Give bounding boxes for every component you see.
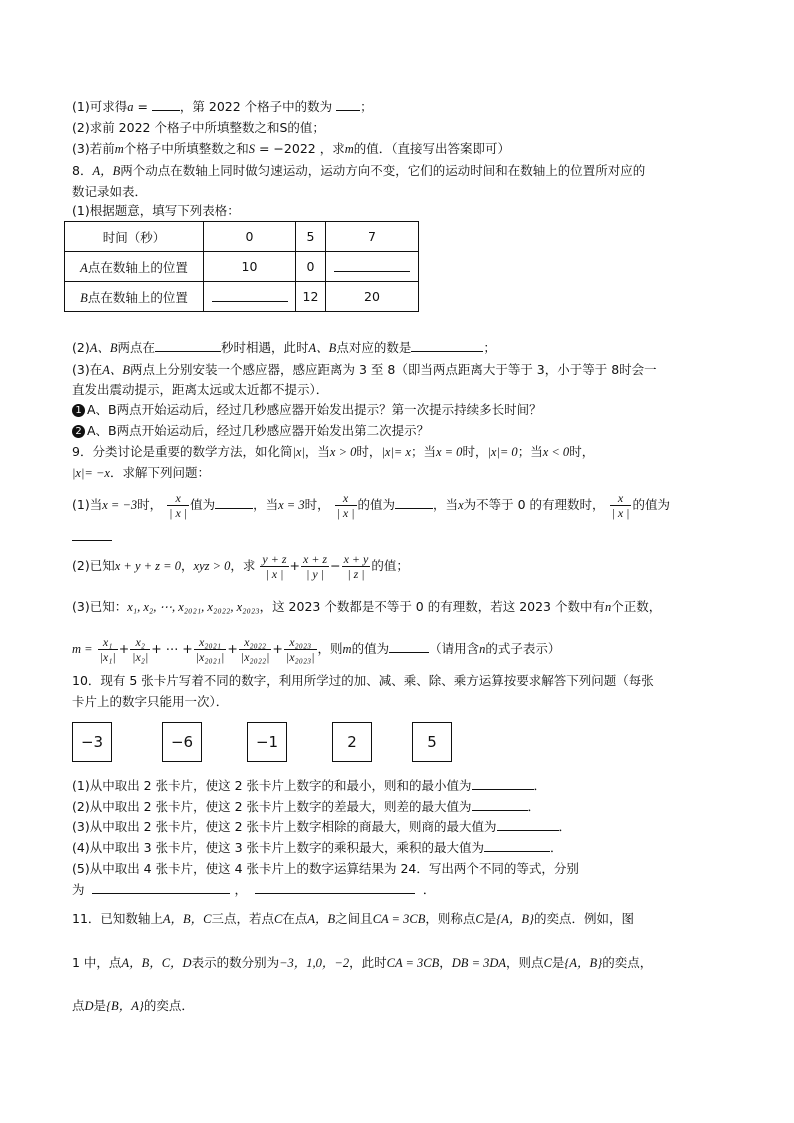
fraction: $\frac{\text{x₂₀₂₂}}{\text{|x₂₀₂₂|}}$ bbox=[240, 635, 270, 664]
fraction: $\frac{x}{| x |}$ bbox=[336, 491, 355, 520]
q7-part3: (3)若前m个格子中所填整数之和S = −2022 ，求m的值．（直接写出答案即可） bbox=[72, 141, 510, 156]
answer-blank[interactable] bbox=[155, 339, 221, 352]
q8-part1: (1)根据题意，填写下列表格： bbox=[72, 203, 240, 218]
fraction: $\frac{\text{x₂₀₂₁}}{\text{|x₂₀₂₁|}}$ bbox=[195, 635, 225, 664]
q8-intro: 8．A，B两个动点在数轴上同时做匀速运动，运动方向不变，它们的运动时间和在数轴上的位置所对应的 bbox=[72, 163, 646, 178]
number-card: −1 bbox=[247, 722, 287, 762]
q11-line1: 11．已知数轴上A，B，C三点，若点C在点A，B之间且CA = 3CB，则称点C是{A，B}的奕点．例如，图 bbox=[72, 911, 635, 926]
answer-blank[interactable] bbox=[411, 339, 483, 352]
answer-blank[interactable] bbox=[497, 818, 559, 831]
q11-line2: 1 中，点A，B，C，D表示的数分别为−3，1,0，−2，此时CA = 3CB，DB = 3DA，则点C是{A，B}的奕点， bbox=[72, 955, 653, 970]
q8-part2: (2)A、B两点在 秒时相遇，此时A、B点对应的数是 ； bbox=[72, 340, 496, 355]
table-cell: 10 bbox=[204, 252, 296, 282]
table-cell: 20 bbox=[326, 282, 419, 312]
table-cell-blank[interactable] bbox=[204, 282, 296, 312]
answer-blank[interactable] bbox=[255, 881, 415, 894]
answer-blank[interactable] bbox=[336, 98, 360, 111]
answer-blank[interactable] bbox=[395, 496, 433, 509]
q10-part1: (1)从中取出 2 张卡片，使这 2 张卡片上数字的和最小，则和的最小值为 ． bbox=[72, 778, 547, 793]
fraction: $\frac{\text{x₁}}{\text{|x₁|}}$ bbox=[99, 635, 116, 664]
q8-intro-2: 数记录如表． bbox=[72, 184, 148, 199]
answer-blank[interactable] bbox=[484, 839, 550, 852]
answer-blank[interactable] bbox=[152, 98, 180, 111]
q9-part2: (2)已知x + y + z = 0，xyz > 0，求 $\frac{y + z}{| x |}$ + $\frac{x + z}{| y |}$ − $\frac{x + y}{| z |}$ 的值； bbox=[72, 552, 409, 581]
q8-part3: (3)在A、B两点上分别安装一个感应器，感应距离为 3 至 8（即当两点距离大于等于 3，小于等于 8时会一 bbox=[72, 362, 657, 377]
q9-part3-formula: m = $\frac{\text{x₁}}{\text{|x₁|}}$ + $\frac{\text{x₂}}{\text{|x₂|}}$ + ⋯ + $\frac{\text{x₂₀₂₁}}{\text{|x₂₀₂₁|}}$ + $\frac{\text{x₂₀₂₂}}{\text{|x₂₀₂₂|}}$ + $\frac{\text{x₂₀₂₃}}{\text{|x₂₀₂₃|}}$ ，则m的值为 （请用含n的式子表示） bbox=[72, 635, 561, 664]
q9-intro-2: |x|= −x．求解下列问题： bbox=[72, 465, 210, 480]
q10-part5-cont: 为 ， ． bbox=[72, 882, 436, 897]
q9-part1-blank[interactable] bbox=[72, 528, 112, 547]
q10-intro: 10．现有 5 张卡片写着不同的数字，利用所学过的加、减、乘、除、乘方运算按要求解答下列问题（每张 bbox=[72, 673, 654, 688]
q10-part2: (2)从中取出 2 张卡片，使这 2 张卡片上数字的差最大，则差的最大值为 ． bbox=[72, 799, 541, 814]
table-row bbox=[65, 282, 419, 312]
table-cell: 5 bbox=[296, 222, 326, 252]
answer-blank[interactable] bbox=[389, 640, 429, 653]
table-row-label: A点在数轴上的位置 bbox=[65, 252, 204, 282]
table-row bbox=[65, 252, 419, 282]
number-card: 5 bbox=[412, 722, 452, 762]
number-card: −3 bbox=[72, 722, 112, 762]
q7-part1: (1)可求得a = ，第 2022 个格子中的数为 ； bbox=[72, 99, 373, 114]
answer-blank[interactable] bbox=[92, 881, 230, 894]
fraction: $\frac{\text{x₂}}{\text{|x₂|}}$ bbox=[132, 635, 149, 664]
table-cell: 0 bbox=[296, 252, 326, 282]
q9-intro: 9．分类讨论是重要的数学方法，如化简|x|，当x > 0时，|x|= x；当x = 0时，|x|= 0；当x < 0时， bbox=[72, 444, 595, 459]
answer-blank[interactable] bbox=[472, 777, 534, 790]
motion-table bbox=[64, 221, 419, 312]
table-cell: 12 bbox=[296, 282, 326, 312]
fraction: $\frac{x}{| x |}$ bbox=[169, 491, 188, 520]
number-card: −6 bbox=[162, 722, 202, 762]
answer-blank[interactable] bbox=[472, 798, 528, 811]
q8-part3-cont: 直发出震动提示，距离太远或太近都不提示）． bbox=[72, 382, 329, 397]
q7-part2: (2)求前 2022 个格子中所填整数之和S的值； bbox=[72, 120, 325, 135]
table-cell: 7 bbox=[326, 222, 419, 252]
circled-one-icon: 1 bbox=[72, 404, 85, 417]
table-cell-blank[interactable] bbox=[326, 252, 419, 282]
q11-line3: 点D是{B，A}的奕点． bbox=[72, 998, 194, 1013]
q10-part5: (5)从中取出 4 张卡片，使这 4 张卡片上的数字运算结果为 24．写出两个不同的等式，分别 bbox=[72, 861, 579, 876]
q10-part4: (4)从中取出 3 张卡片，使这 3 张卡片上数字的乘积最大，乘积的最大值为 ． bbox=[72, 840, 563, 855]
q9-part3: (3)已知：x₁, x₂, ⋯, x₂₀₂₁, x₂₀₂₂, x₂₀₂₃，这 2023 个数都是不等于 0 的有理数，若这 2023 个数中有n个正数， bbox=[72, 599, 662, 614]
table-row bbox=[65, 222, 419, 252]
q8-sub1: 1 A、B两点开始运动后，经过几秒感应器开始发出提示？第一次提示持续多长时间？ bbox=[72, 401, 542, 419]
q10-part3: (3)从中取出 2 张卡片，使这 2 张卡片上数字相除的商最大，则商的最大值为 ． bbox=[72, 819, 572, 834]
answer-blank[interactable] bbox=[215, 496, 253, 509]
q10-intro-2: 卡片上的数字只能用一次）． bbox=[72, 694, 229, 709]
table-row-label: B点在数轴上的位置 bbox=[65, 282, 204, 312]
q9-part1: (1)当x = −3时， $\frac{x}{| x |}$ 值为 ，当x = 3时， $\frac{x}{| x |}$ 的值为 ，当x为不等于 0 的有理数时， $\frac{x}{| x |}$ 的值为 bbox=[72, 491, 670, 520]
fraction: $\frac{x + y}{| z |}$ bbox=[343, 552, 369, 581]
circled-two-icon: 2 bbox=[72, 425, 85, 438]
table-cell: 0 bbox=[204, 222, 296, 252]
q8-sub2: 2 A、B两点开始运动后，经过几秒感应器开始发出第二次提示？ bbox=[72, 422, 429, 440]
fraction: $\frac{x}{| x |}$ bbox=[611, 491, 630, 520]
fraction: $\frac{\text{x₂₀₂₃}}{\text{|x₂₀₂₃|}}$ bbox=[285, 635, 315, 664]
table-header-label: 时间（秒） bbox=[65, 222, 204, 252]
number-card: 2 bbox=[332, 722, 372, 762]
fraction: $\frac{x + z}{| y |}$ bbox=[303, 552, 328, 581]
fraction: $\frac{y + z}{| x |}$ bbox=[262, 552, 287, 581]
